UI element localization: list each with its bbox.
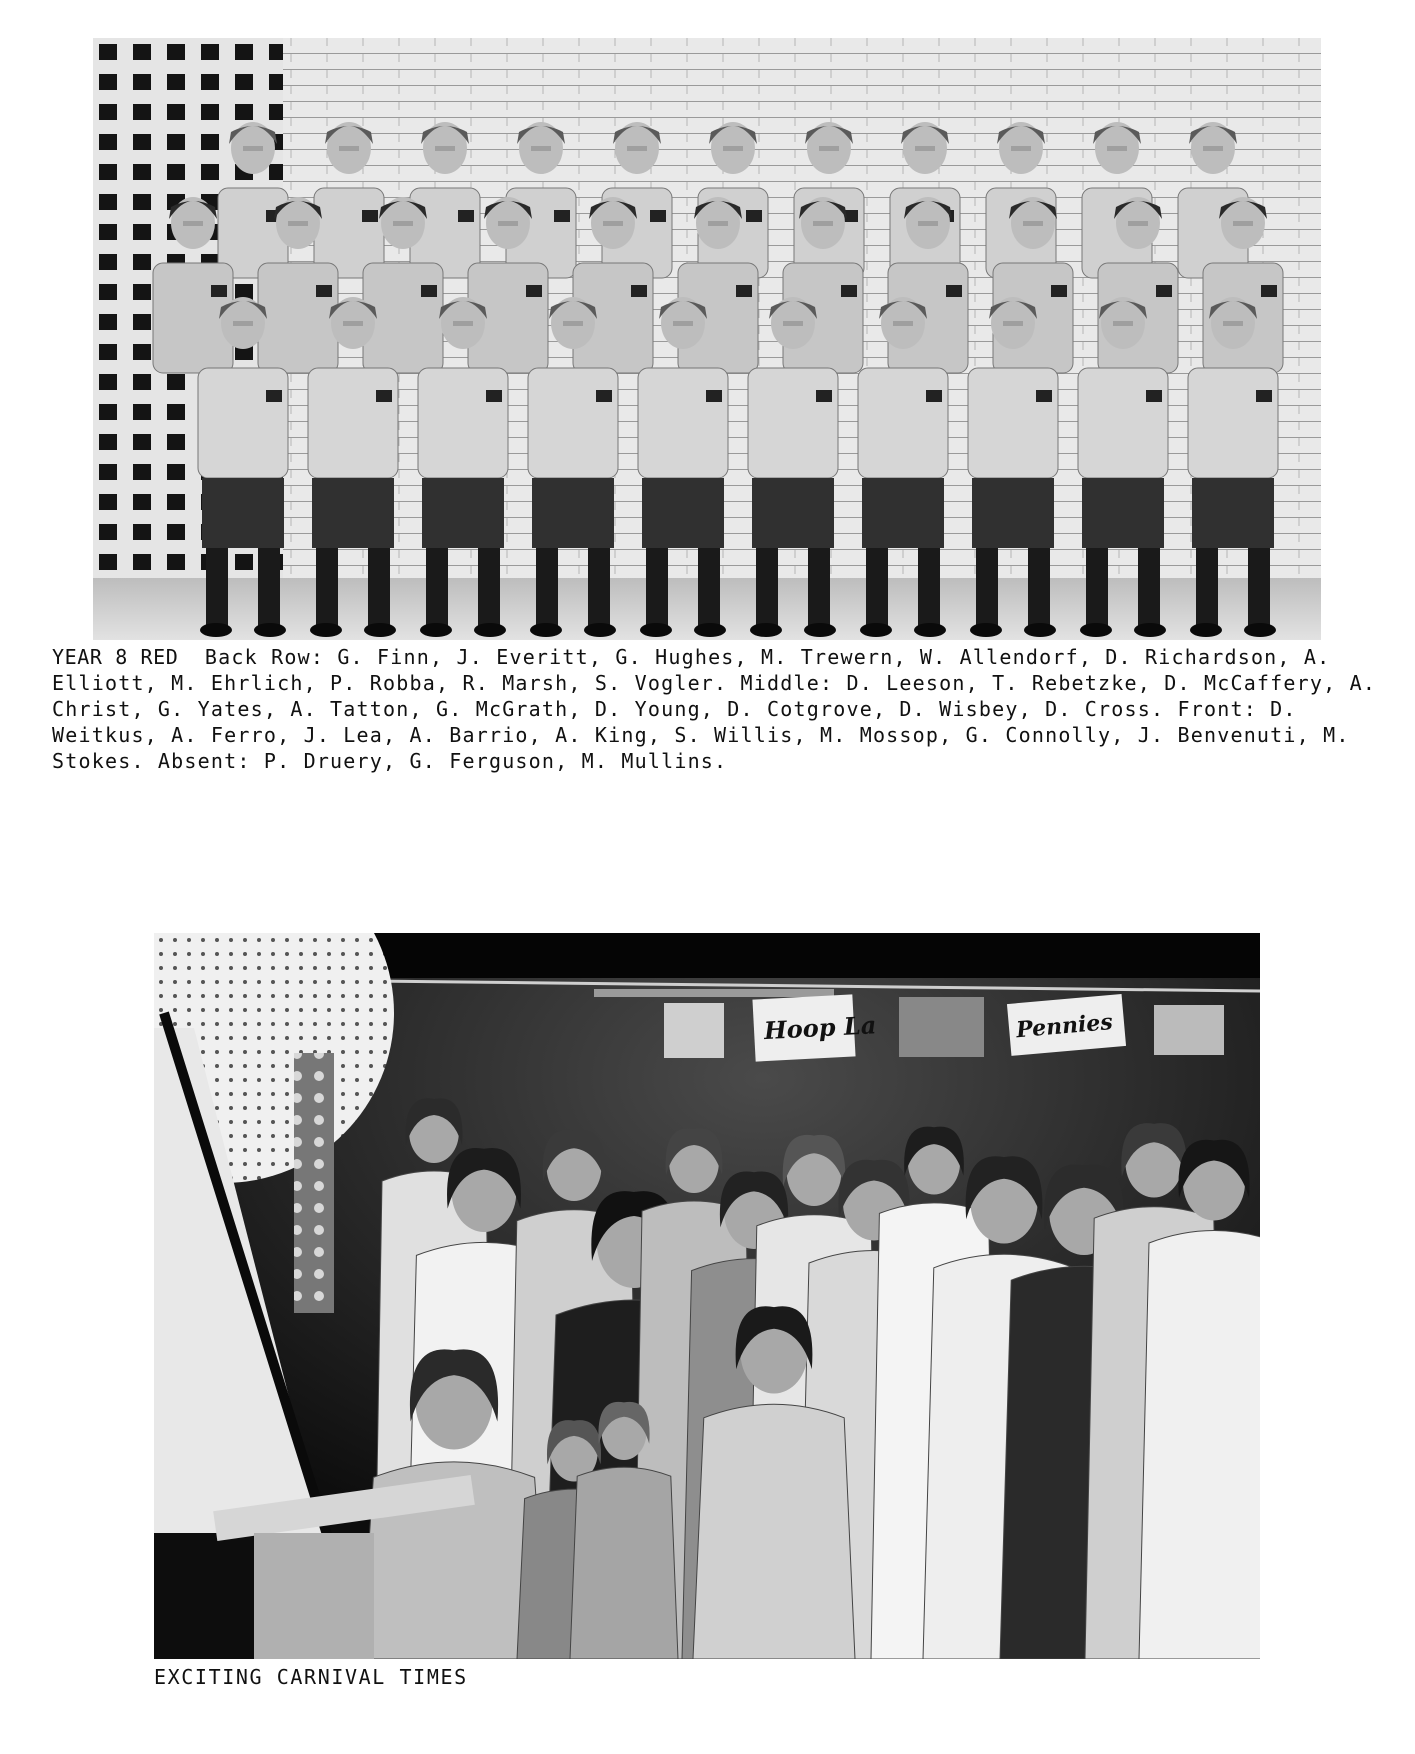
carnival-photo bbox=[154, 933, 1260, 1659]
class-group-photo bbox=[93, 38, 1321, 640]
svg-text:Pennies: Pennies bbox=[1015, 1008, 1114, 1044]
carnival-photo-caption: EXCITING CARNIVAL TIMES bbox=[154, 1665, 468, 1689]
carnival-photo-image bbox=[154, 933, 1260, 1659]
pennies-banner bbox=[1007, 994, 1126, 1056]
class-name-label: YEAR 8 RED bbox=[52, 645, 179, 669]
class-photo-caption bbox=[52, 644, 1397, 774]
student-names-list: Back Row: G. Finn, J. Everitt, G. Hughes, M. Trewern, W. Allendorf, D. Richardson, A. Elliott, M. Ehrlich, P. Robba, R. Marsh, S. Vogler. Middle: D. Leeson, T. Rebetzke, D. McCaffery, A. Christ, G. Yates, A. Tatton, G. McGrath, D. Young, D. Cotgrove, D. Wisbey, D. Cross. Front: D. Weitkus, A. Ferro, J. Lea, A. Barrio, A. King, S. Willis, M. Mossop, G. Connolly, J. Benvenuti, M. Stokes. Absent: P. Druery, G. Ferguson, M. Mullins. bbox=[52, 645, 1377, 773]
class-photo-image bbox=[93, 38, 1321, 640]
svg-text:Hoop La: Hoop La bbox=[763, 1010, 877, 1046]
